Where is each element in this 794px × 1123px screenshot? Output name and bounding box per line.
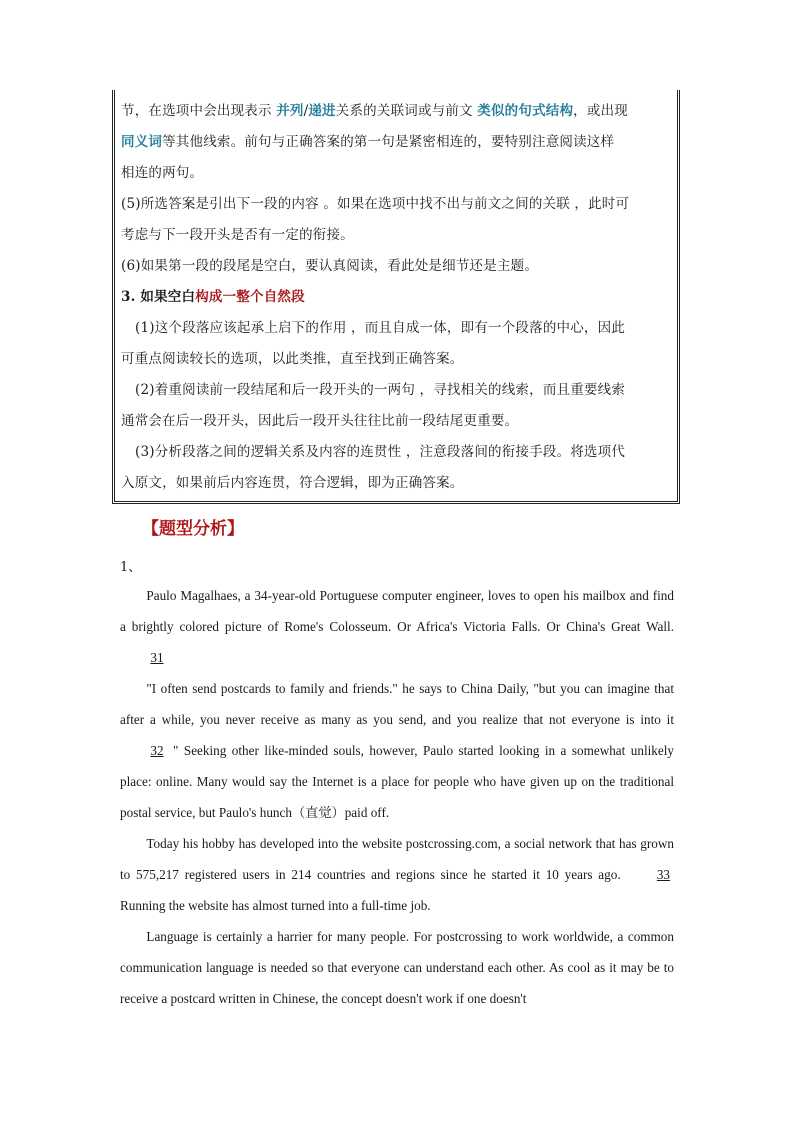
tips-heading-3: 3. 如果空白构成一整个自然段 xyxy=(121,289,305,305)
tips-line-8: (1)这个段落应该起承上启下的作用 ，而且自成一体，即有一个段落的中心，因此 xyxy=(135,320,626,336)
keyword-similar-structure: 类似的句式结构 xyxy=(477,103,574,119)
keyword-synonym: 同义词 xyxy=(121,134,163,150)
tips-line-5: 考虑与下一段开头是否有一定的衔接。 xyxy=(121,227,354,243)
tips-line-4: (5)所选答案是引出下一段的内容 。如果在选项中找不出与前文之间的关联 ，此时可 xyxy=(121,196,630,212)
keyword-whole-paragraph: 构成一整个自然段 xyxy=(195,289,305,305)
tips-box xyxy=(112,90,680,504)
tips-line-10: (2)着重阅读前一段结尾和后一段开头的一两句 ，寻找相关的线索，而且重要线索 xyxy=(135,382,626,398)
keyword-parallel: 并列 xyxy=(276,103,304,119)
blank-31[interactable]: 31 xyxy=(150,650,164,665)
tips-line-1: 节，在选项中会出现表示 并列/递进关系的关联词或与前文 类似的句式结构，或出现 xyxy=(121,103,628,119)
tips-line-9: 可重点阅读较长的选项，以此类推，直至找到正确答案。 xyxy=(121,351,464,367)
passage-paragraph-1: Paulo Magalhaes, a 34-year-old Portuguese computer engineer, loves to open his mailbox and find a brightly colored picture of Rome's Colosseum. Or Africa's Victoria Falls. Or China's Great Wall. 31 xyxy=(120,580,674,673)
passage-paragraph-2: "I often send postcards to family and friends." he says to China Daily, "but you can imagine that after a while, you never receive as many as you send, and you realize that not everyone is into it 32 " Seeking other like-minded souls, however, Paulo started looking in a somewhat unlikely place: online. Many would say the Internet is a place for people who have given up on the traditional postal service, but Paulo's hunch（直觉）paid off. xyxy=(120,681,675,820)
reading-passage xyxy=(120,580,674,1014)
tips-line-2: 同义词等其他线索。前句与正确答案的第一句是紧密相连的，要特别注意阅读这样 xyxy=(121,134,615,150)
passage-paragraph-4: Language is certainly a harrier for many people. For postcrossing to work worldwide, a common communication language is needed so that everyone can understand each other. As cool as it may be to receive a postcard written in Chinese, the concept doesn't work if one doesn't xyxy=(120,929,674,1006)
tips-line-3: 相连的两句。 xyxy=(121,165,204,181)
question-number: 1、 xyxy=(120,560,142,575)
blank-32[interactable]: 32 xyxy=(150,743,164,758)
keyword-progressive: 递进 xyxy=(308,103,336,119)
tips-line-11: 通常会在后一段开头，因此后一段开头往往比前一段结尾更重要。 xyxy=(121,413,519,429)
section-title: 【题型分析】 xyxy=(142,519,244,539)
passage-paragraph-3: Today his hobby has developed into the website postcrossing.com, a social network that has grown to 575,217 registered users in 214 countries and regions since he started it 10 years ago. 33 Running the website has almost turned into a full-time job. xyxy=(120,836,674,913)
blank-33[interactable]: 33 xyxy=(656,867,671,882)
tips-line-12: (3)分析段落之间的逻辑关系及内容的连贯性 ，注意段落间的衔接手段。将选项代 xyxy=(135,444,626,460)
tips-line-13: 入原文，如果前后内容连贯，符合逻辑，即为正确答案。 xyxy=(121,475,464,491)
tips-line-6: (6)如果第一段的段尾是空白，要认真阅读，看此处是细节还是主题。 xyxy=(121,258,539,274)
